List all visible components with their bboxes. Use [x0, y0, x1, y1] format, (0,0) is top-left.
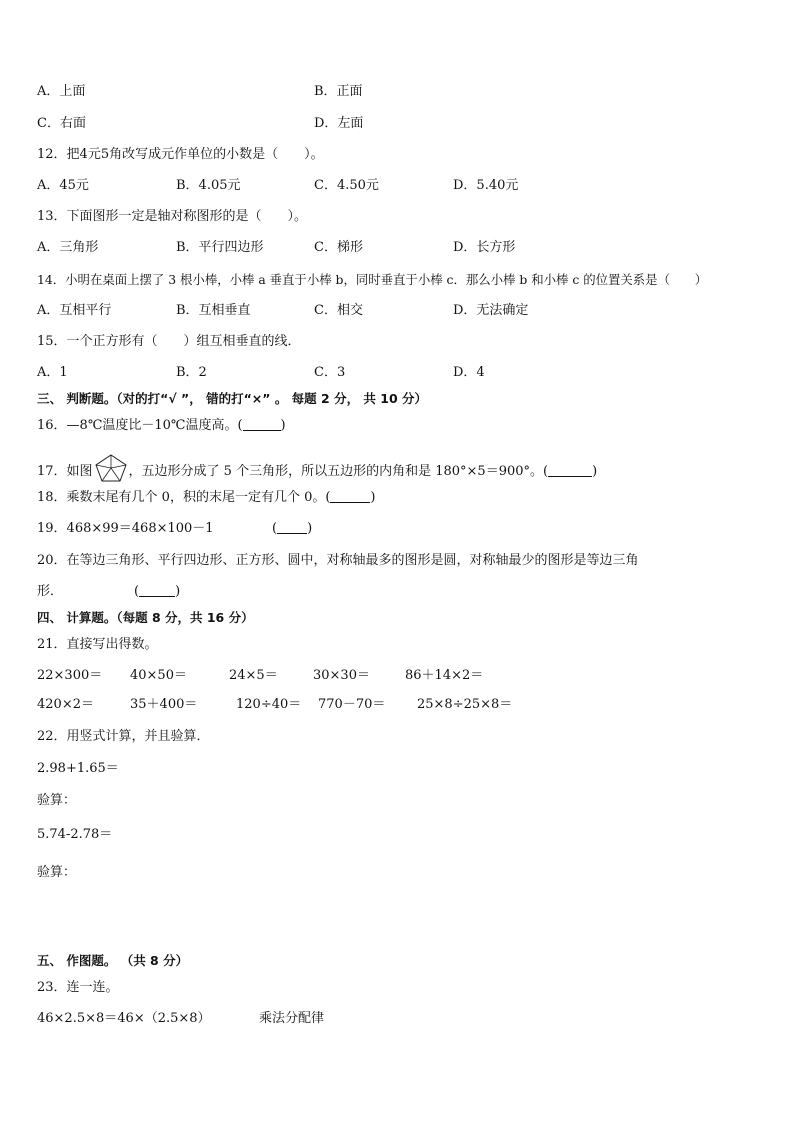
q23-right-law: 乘法分配律: [259, 1011, 325, 1026]
q17-pre: 17．如图: [37, 464, 93, 479]
q21-item: 24×5＝: [229, 668, 278, 683]
q20-answer-blank[interactable]: [139, 584, 175, 597]
q14-stem: 14．小明在桌面上摆了 3 根小棒，小棒 a 垂直于小棒 b，同时垂直于小棒 c．那么小棒 b 和小棒 c 的位置关系是（ ）: [37, 272, 708, 287]
q23-stem: 23．连一连。: [37, 980, 119, 995]
q15-stem: 15．一个正方形有（ ）组互相垂直的线．: [37, 334, 301, 349]
q21-item: 22×300＝: [37, 668, 103, 683]
q12-option-d: D．5.40元: [453, 178, 519, 193]
q18: [37, 490, 376, 506]
q23-left-expression: 46×2.5×8＝46×（2.5×8）: [37, 1011, 211, 1026]
q12-option-a: A．45元: [37, 178, 89, 193]
q13-option-c: C．梯形: [314, 240, 363, 255]
q21-item: 25×8÷25×8＝: [417, 697, 513, 712]
pentagon-figure: [94, 453, 128, 490]
q14-option-c: C．相交: [314, 303, 363, 318]
q19-answer: [272, 521, 312, 537]
q20-open: (: [134, 584, 140, 599]
section-4-heading: 四、 计算题。（每题 8 分，共 16 分）: [37, 610, 254, 625]
q21-item: 86＋14×2＝: [405, 668, 484, 683]
q13-option-a: A．三角形: [37, 240, 99, 255]
q21-item: 770－70＝: [318, 697, 386, 712]
q11-option-b: B．正面: [314, 84, 363, 99]
q12-stem: 12．把4元5角改写成元作单位的小数是（ ）。: [37, 147, 324, 162]
q14-option-b: B．互相垂直: [176, 303, 251, 318]
q22-expression-2: 5.74-2.78＝: [37, 827, 113, 842]
q16-close: ): [280, 418, 286, 433]
q21-item: 30×30＝: [313, 668, 370, 683]
q16-text: 16．—8℃温度比－10℃温度高。(: [37, 418, 243, 433]
q11-option-c: C．右面: [37, 116, 86, 131]
q12-option-c: C．4.50元: [314, 178, 379, 193]
q19-answer-blank[interactable]: [277, 521, 307, 534]
q20-close: ): [175, 584, 181, 599]
q20-line-2: 形．: [37, 584, 64, 599]
q22-stem: 22．用竖式计算，并且验算．: [37, 729, 210, 744]
q17-close: ): [592, 464, 598, 479]
q21-stem: 21．直接写出得数。: [37, 637, 158, 652]
q14-option-d: D．无法确定: [453, 303, 529, 318]
q22-check-1: 验算：: [37, 793, 77, 808]
q11-option-d: D．左面: [314, 116, 364, 131]
q15-option-c: C．3: [314, 365, 346, 380]
q13-option-d: D．长方形: [453, 240, 516, 255]
q22-check-2: 验算：: [37, 865, 77, 880]
q18-close: ): [370, 490, 376, 505]
q19-open: (: [272, 521, 278, 536]
q13-stem: 13．下面图形一定是轴对称图形的是（ ）。: [37, 209, 308, 224]
q16: [37, 418, 286, 434]
q20-line-1: 20．在等边三角形、平行四边形、正方形、圆中，对称轴最多的图形是圆，对称轴最少的图形是等边三角: [37, 553, 639, 568]
q11-option-a: A．上面: [37, 84, 86, 99]
q16-answer-blank[interactable]: [243, 418, 281, 431]
q14-option-a: A．互相平行: [37, 303, 112, 318]
q13-option-b: B．平行四边形: [176, 240, 264, 255]
q19-close: ): [307, 521, 313, 536]
section-3-heading: 三、 判断题。（对的打“√ ”， 错的打“×” 。 每题 2 分， 共 10 分）: [37, 391, 428, 406]
q17-post: ，五边形分成了 5 个三角形，所以五边形的内角和是 180°×5＝900°。(: [128, 464, 549, 479]
q18-text: 18．乘数末尾有几个 0，积的末尾一定有几个 0。(: [37, 490, 331, 505]
q21-item: 420×2＝: [37, 697, 94, 712]
q12-option-b: B．4.05元: [176, 178, 241, 193]
q19-text: 19．468×99＝468×100－1: [37, 521, 214, 536]
section-5-heading: 五、 作图题。 （共 8 分）: [37, 953, 189, 968]
q17-answer-blank[interactable]: [548, 464, 592, 477]
q18-answer-blank[interactable]: [330, 490, 370, 503]
q17: [37, 453, 598, 479]
q21-item: 120÷40＝: [236, 697, 302, 712]
q15-option-d: D．4: [453, 365, 485, 380]
q21-item: 35＋400＝: [130, 697, 198, 712]
q15-option-a: A．1: [37, 365, 68, 380]
q20-answer: [134, 584, 180, 600]
q21-item: 40×50＝: [130, 668, 187, 683]
q22-expression-1: 2.98+1.65＝: [37, 761, 119, 776]
q15-option-b: B．2: [176, 365, 207, 380]
